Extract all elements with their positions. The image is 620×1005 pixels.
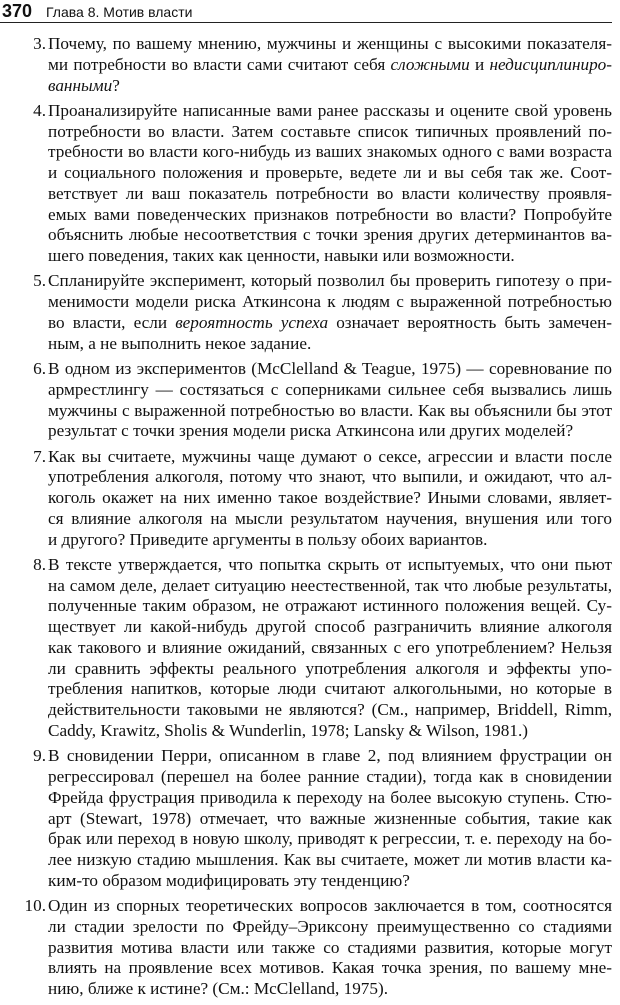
text-line bbox=[48, 767, 612, 788]
text-segment: шего поведения, таких как ценности, навыки или возможности. bbox=[48, 246, 515, 266]
text-line bbox=[48, 163, 612, 184]
text-line bbox=[48, 746, 612, 767]
text-segment: ся влияние алкоголя на мысли результатом научения, внушения или того bbox=[48, 508, 612, 528]
text-segment: как такового и влияние ожиданий, связанных с его употреблением? Нельзя bbox=[48, 637, 612, 657]
text-line bbox=[48, 334, 612, 355]
text-line bbox=[48, 958, 612, 979]
text-line bbox=[48, 421, 612, 442]
text-segment: ветствует ли ваш показатель потребности во власти количеству проявля- bbox=[48, 183, 612, 203]
chapter-title: Глава 8. Мотив власти bbox=[46, 4, 193, 20]
text-line bbox=[48, 555, 612, 576]
item-text bbox=[48, 896, 612, 1000]
list-item bbox=[0, 34, 620, 96]
text-segment: В сновидении Перри, описанном в главе 2, под влиянием фрустрации он bbox=[48, 746, 612, 766]
text-line bbox=[48, 721, 612, 742]
text-line bbox=[48, 380, 612, 401]
text-line bbox=[48, 55, 612, 76]
list-item bbox=[0, 447, 620, 551]
item-text bbox=[48, 447, 612, 551]
text-line bbox=[48, 938, 612, 959]
text-segment: ли стадии зрелости по Фрейду–Эриксону преимущественно со стадиями bbox=[48, 916, 612, 936]
text-line bbox=[48, 850, 612, 871]
list-item bbox=[0, 271, 620, 354]
text-segment: действительности таковыми не являются? (См., например, Briddell, Rimm, bbox=[48, 700, 612, 720]
question-list bbox=[0, 34, 620, 1005]
text-segment: арт (Stewart, 1978) отмечает, что важные жизненные события, такие как bbox=[48, 808, 612, 828]
text-segment: В одном из экспериментов (McClelland & Teague, 1975) — соревнование по bbox=[48, 359, 612, 379]
text-segment: на самом деле, делает ситуацию неестественной, так что любые результаты, bbox=[48, 575, 612, 595]
text-segment: употребления алкоголя, потому что знают, что выпили, и ожидают, что ал- bbox=[48, 467, 612, 487]
text-segment: требности во власти кого-нибудь из ваших знакомых одного с вами возраста bbox=[48, 142, 612, 162]
item-text bbox=[48, 746, 612, 891]
text-segment: ми потребности во власти сами считают себя bbox=[48, 54, 391, 74]
text-line bbox=[48, 401, 612, 422]
item-text bbox=[48, 34, 612, 96]
text-segment: потребности во власти. Затем составьте список типичных проявлений по- bbox=[48, 121, 612, 141]
text-segment: лее низкую стадию мышления. Как вы считаете, может ли мотив власти ка- bbox=[48, 850, 612, 870]
text-line bbox=[48, 359, 612, 380]
text-segment: во власти, если bbox=[48, 312, 176, 332]
text-line bbox=[48, 659, 612, 680]
item-text bbox=[48, 359, 612, 442]
text-segment: результат с точки зрения модели риска Аткинсона или других моделей? bbox=[48, 421, 574, 441]
text-line bbox=[48, 34, 612, 55]
text-segment: В тексте утверждается, что попытка скрыть от испытуемых, что они пьют bbox=[48, 554, 612, 574]
text-segment: ким-то образом модифицировать эту тенденцию? bbox=[48, 870, 410, 890]
text-line bbox=[48, 509, 612, 530]
text-line bbox=[48, 871, 612, 892]
text-line bbox=[48, 638, 612, 659]
text-line bbox=[48, 292, 612, 313]
item-text bbox=[48, 555, 612, 742]
text-segment: и bbox=[469, 54, 490, 74]
text-line bbox=[48, 576, 612, 597]
text-segment: и другого? Приведите аргументы в пользу обоих вариантов. bbox=[48, 529, 488, 549]
item-number: 9. bbox=[33, 746, 46, 766]
running-header bbox=[0, 0, 612, 23]
text-segment: Спланируйте эксперимент, который позволил бы проверить гипотезу о при- bbox=[48, 271, 612, 291]
text-line bbox=[48, 205, 612, 226]
text-line bbox=[48, 809, 612, 830]
text-line bbox=[48, 447, 612, 468]
text-line bbox=[48, 142, 612, 163]
item-number: 10. bbox=[24, 896, 46, 916]
text-segment: полученные таким образом, не отражают истинного положения вещей. Су- bbox=[48, 596, 612, 616]
text-line bbox=[48, 225, 612, 246]
text-segment: ным, а не выполнить некое задание. bbox=[48, 333, 312, 353]
text-segment: армрестлингу — состязаться с соперниками сильнее себя вызвались лишь bbox=[48, 379, 612, 399]
text-line bbox=[48, 184, 612, 205]
text-segment: коголь окажет на них именно такое воздействие? Иными словами, являет- bbox=[48, 488, 612, 508]
text-line bbox=[48, 979, 612, 1000]
text-line bbox=[48, 679, 612, 700]
text-segment: Почему, по вашему мнению, мужчины и женщины с высокими показателя- bbox=[48, 34, 612, 53]
text-segment: емых вами поведенческих признаков потребности во власти? Попробуйте bbox=[48, 204, 612, 224]
text-line bbox=[48, 467, 612, 488]
list-item bbox=[0, 555, 620, 742]
text-line bbox=[48, 700, 612, 721]
text-segment: Caddy, Krawitz, Sholis & Wunderlin, 1978; Lansky & Wilson, 1981.) bbox=[48, 720, 528, 740]
italic-text: ванными bbox=[48, 75, 113, 95]
text-line bbox=[48, 246, 612, 267]
text-line bbox=[48, 488, 612, 509]
item-number: 8. bbox=[33, 554, 46, 574]
text-segment: означает вероятность быть замечен- bbox=[328, 312, 613, 332]
text-segment: менимости модели риска Аткинсона к людям с выраженной потребностью bbox=[48, 292, 612, 312]
text-segment: Один из спорных теоретических вопросов заключается в том, соотносятся bbox=[48, 896, 612, 916]
text-line bbox=[48, 617, 612, 638]
text-segment: регрессировал (перешел на более ранние стадии), тогда как в сновидении bbox=[48, 767, 612, 787]
text-segment: нию, ближе к истине? (См.: McClelland, 1975). bbox=[48, 979, 388, 999]
text-line bbox=[48, 788, 612, 809]
text-line bbox=[48, 271, 612, 292]
item-number: 5. bbox=[33, 271, 46, 291]
list-item bbox=[0, 746, 620, 891]
text-segment: требления напитков, которые люди считают алкогольными, но которые в bbox=[48, 679, 612, 699]
text-segment: развития мотива власти или также со стадиями развития, которые могут bbox=[48, 937, 612, 957]
text-segment: ? bbox=[112, 75, 120, 95]
text-segment: ли сравнить эффекты реального употребления алкоголя и эффекты упо- bbox=[48, 658, 612, 678]
list-item bbox=[0, 359, 620, 442]
italic-text: сложными bbox=[390, 54, 470, 74]
text-segment: влиять на проявление всех мотивов. Какая точка зрения, по вашему мне- bbox=[48, 958, 612, 978]
item-number: 3. bbox=[33, 34, 46, 53]
page-number: 370 bbox=[2, 1, 33, 21]
text-segment: и социального положения и проверьте, ведете ли и вы себя так же. Соот- bbox=[48, 163, 612, 183]
item-number: 6. bbox=[33, 359, 46, 379]
text-line bbox=[48, 896, 612, 917]
text-line bbox=[48, 122, 612, 143]
text-segment: Как вы считаете, мужчины чаще думают о сексе, агрессии и власти после bbox=[48, 446, 612, 466]
text-segment: ществует ли какой-нибудь другой способ разграничить влияние алкоголя bbox=[48, 617, 612, 637]
text-line bbox=[48, 530, 612, 551]
italic-text: недисциплиниро- bbox=[489, 54, 612, 74]
text-line bbox=[48, 101, 612, 122]
text-segment: Фрейда фрустрация приводила к переходу на более высокую ступень. Стю- bbox=[48, 787, 612, 807]
item-number: 4. bbox=[33, 100, 46, 120]
text-segment: Проанализируйте написанные вами ранее рассказы и оцените свой уровень bbox=[48, 100, 612, 120]
text-line bbox=[48, 829, 612, 850]
text-segment: мужчины с выраженной потребностью во власти. Как вы объяснили бы этот bbox=[48, 400, 612, 420]
text-line bbox=[48, 917, 612, 938]
list-item bbox=[0, 896, 620, 1000]
text-line bbox=[48, 313, 612, 334]
text-line bbox=[48, 596, 612, 617]
text-segment: объяснить любые несоответствия с точки зрения других детерминантов ва- bbox=[48, 225, 612, 245]
item-text bbox=[48, 101, 612, 267]
text-segment: брак или переход в новую школу, приводят к регрессии, т. е. переходу на бо- bbox=[48, 829, 612, 849]
item-number: 7. bbox=[33, 446, 46, 466]
list-item bbox=[0, 101, 620, 267]
italic-text: вероятность успеха bbox=[175, 312, 329, 332]
item-text bbox=[48, 271, 612, 354]
text-line bbox=[48, 76, 612, 97]
